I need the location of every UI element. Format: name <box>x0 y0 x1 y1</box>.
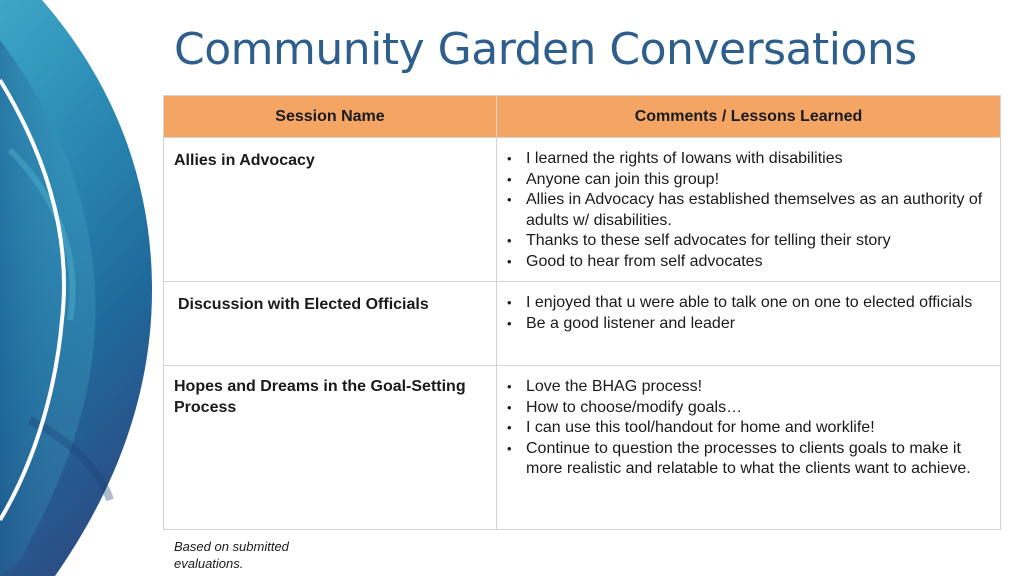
comments-list <box>505 149 988 272</box>
column-header-comments: Comments / Lessons Learned <box>497 96 1001 138</box>
table-row <box>164 138 1001 282</box>
comment-item: • Allies in Advocacy has established themselves as an authority of adults w/ disabilities. <box>505 190 988 231</box>
table-row <box>164 366 1001 530</box>
comment-item: • Good to hear from self advocates <box>505 252 988 273</box>
comment-item: • Thanks to these self advocates for telling their story <box>505 231 988 252</box>
comment-item: • I enjoyed that u were able to talk one on one to elected officials <box>505 293 988 314</box>
comment-item: • I can use this tool/handout for home and worklife! <box>505 418 988 439</box>
session-name-cell: Hopes and Dreams in the Goal-Setting Process <box>164 366 497 530</box>
table-header-row <box>164 96 1001 138</box>
footnote: Based on submitted evaluations. <box>174 539 289 571</box>
comment-item: • Be a good listener and leader <box>505 314 988 335</box>
session-name-cell: Discussion with Elected Officials <box>164 282 497 366</box>
comment-item: • Continue to question the processes to clients goals to make it more realistic and relatable to what the clients want to achieve. <box>505 439 988 480</box>
comment-item: • How to choose/modify goals… <box>505 398 988 419</box>
comments-cell <box>497 366 1001 530</box>
comments-list <box>505 377 988 480</box>
sessions-table <box>163 95 1001 530</box>
comment-item: • Anyone can join this group! <box>505 170 988 191</box>
comments-cell <box>497 282 1001 366</box>
comment-item: • Love the BHAG process! <box>505 377 988 398</box>
column-header-session-name: Session Name <box>164 96 497 138</box>
watercolor-arc-decoration <box>0 0 160 576</box>
comments-cell <box>497 138 1001 282</box>
page-title: Community Garden Conversations <box>174 24 917 75</box>
table-row <box>164 282 1001 366</box>
session-name-cell: Allies in Advocacy <box>164 138 497 282</box>
comment-item: • I learned the rights of Iowans with disabilities <box>505 149 988 170</box>
comments-list <box>505 293 988 334</box>
